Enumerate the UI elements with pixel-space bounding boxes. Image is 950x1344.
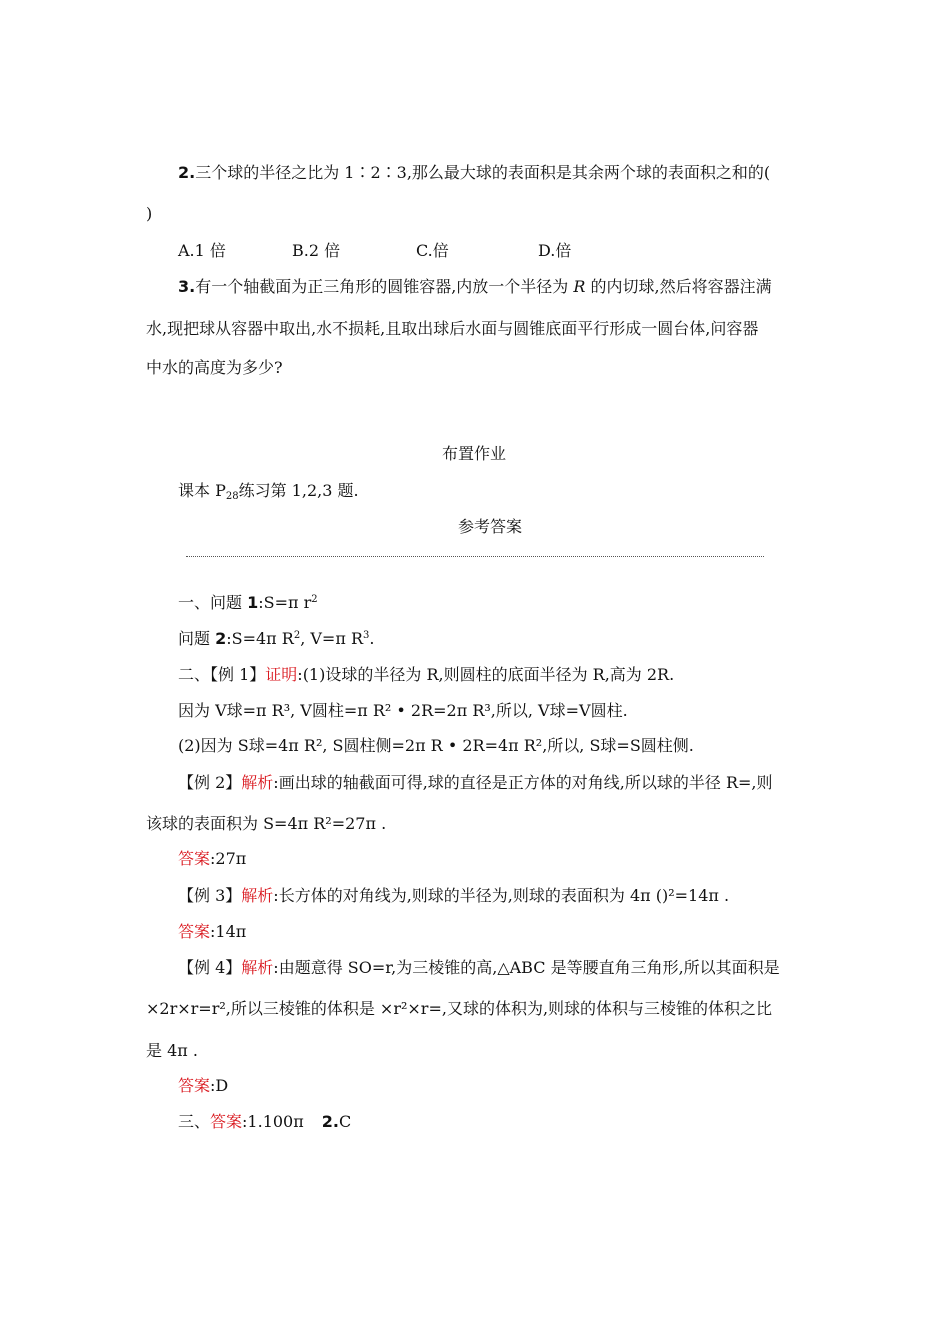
example-2-answer-tag: 答案 <box>178 849 211 868</box>
question-3-radius-symbol: R <box>573 277 586 296</box>
question-3-number: 3. <box>178 277 196 296</box>
answer-q2 <box>178 628 374 650</box>
option-a: A.1 倍 <box>178 241 226 260</box>
section-3-answer-2-num: 2. <box>321 1112 339 1131</box>
answer-q2-mid: , V=π R <box>300 629 363 648</box>
example-4-line2: ×2r×r=r²,所以三棱锥的体积是 ×r²×r=,又球的体积为,则球的体积与三棱锥的体积之比 <box>146 999 773 1018</box>
homework-text-post: 练习第 1,2,3 题. <box>238 481 359 500</box>
example-3-answer-value: :14π <box>210 922 247 941</box>
dotted-divider <box>186 556 764 557</box>
question-3-line3: 中水的高度为多少? <box>146 358 283 377</box>
homework-title: 布置作业 <box>442 444 507 463</box>
answer-q1-sup: 2 <box>311 594 318 605</box>
section-3-answers <box>178 1111 351 1133</box>
example-3-answer <box>178 921 246 943</box>
question-3-text-a: 有一个轴截面为正三角形的圆锥容器,内放一个半径为 <box>195 277 574 296</box>
answer-q2-sup2: 3 <box>362 630 370 641</box>
example-4-analysis-tag: 解析 <box>241 958 274 977</box>
question-2-text: 三个球的半径之比为 1∶2∶3,那么最大球的表面积是其余两个球的表面积之和的( <box>195 163 771 182</box>
answers-title: 参考答案 <box>458 517 523 536</box>
example-2-analysis-tag: 解析 <box>241 773 274 792</box>
example-4-answer <box>178 1075 228 1097</box>
example-2-answer-value: :27π <box>210 849 247 868</box>
example-1-line2: 因为 V球=π R³, V圆柱=π R² • 2R=2π R³,所以, V球=V圆柱. <box>178 701 628 720</box>
section-3-answer-2: C <box>338 1112 352 1131</box>
example-4-label: 【例 4】 <box>178 958 242 977</box>
option-d: D.倍 <box>538 241 572 260</box>
question-3-line2: 水,现把球从容器中取出,水不损耗,且取出球后水面与圆锥底面平行形成一圆台体,问容器 <box>146 319 759 338</box>
example-3-line1 <box>178 885 729 907</box>
example-2-label: 【例 2】 <box>178 773 242 792</box>
answer-q2-num: 2 <box>215 629 227 648</box>
example-2-body: :画出球的轴截面可得,球的直径是正方体的对角线,所以球的半径 R=,则 <box>273 773 773 792</box>
question-3-line1 <box>178 276 772 298</box>
answer-q2-sup: 2 <box>293 630 301 641</box>
example-4-answer-tag: 答案 <box>178 1076 211 1095</box>
example-4-line3: 是 4π . <box>146 1041 198 1060</box>
example-3-body: :长方体的对角线为,则球的半径为,则球的表面积为 4π ()²=14π . <box>273 886 730 905</box>
question-2-number: 2. <box>178 163 196 182</box>
question-2-line1 <box>178 162 770 184</box>
example-1-proof-tag: 证明 <box>265 665 298 684</box>
example-3-answer-tag: 答案 <box>178 922 211 941</box>
example-1-line3: (2)因为 S球=4π R², S圆柱侧=2π R • 2R=4π R²,所以, S球=S圆柱侧. <box>178 736 694 755</box>
homework-text-pre: 课本 P <box>178 481 226 500</box>
answer-q1-pre: 一、问题 <box>178 593 248 612</box>
example-3-label: 【例 3】 <box>178 886 242 905</box>
example-4-body: :由题意得 SO=r,为三棱锥的高,△ABC 是等腰直角三角形,所以其面积是 <box>273 958 780 977</box>
example-4-line1 <box>178 957 780 979</box>
homework-text <box>178 480 359 502</box>
answer-q1-num: 1 <box>247 593 259 612</box>
section-3-answer-1: :1.100π <box>242 1112 304 1131</box>
example-3-analysis-tag: 解析 <box>241 886 274 905</box>
question-3-text-b: 的内切球,然后将容器注满 <box>585 277 772 296</box>
homework-page-sub: 28 <box>225 491 239 502</box>
answer-q1 <box>178 592 318 614</box>
answer-q2-end: . <box>369 629 375 648</box>
question-2-close-paren: ) <box>146 204 153 223</box>
section-3-label: 三、 <box>178 1112 211 1131</box>
example-1-body: :(1)设球的半径为 R,则圆柱的底面半径为 R,高为 2R. <box>297 665 675 684</box>
example-2-line1 <box>178 772 773 794</box>
example-4-answer-value: :D <box>210 1076 229 1095</box>
option-c: C.倍 <box>416 241 449 260</box>
answer-q2-body: :S=4π R <box>226 629 294 648</box>
answer-q1-body: :S=π r <box>258 593 312 612</box>
example-2-line2: 该球的表面积为 S=4π R²=27π . <box>146 814 387 833</box>
example-2-answer <box>178 848 246 870</box>
example-1-line1 <box>178 664 674 686</box>
example-1-label: 二、【例 1】 <box>178 665 266 684</box>
section-3-answer-tag: 答案 <box>210 1112 243 1131</box>
answer-q2-pre: 问题 <box>178 629 216 648</box>
option-b: B.2 倍 <box>292 241 341 260</box>
